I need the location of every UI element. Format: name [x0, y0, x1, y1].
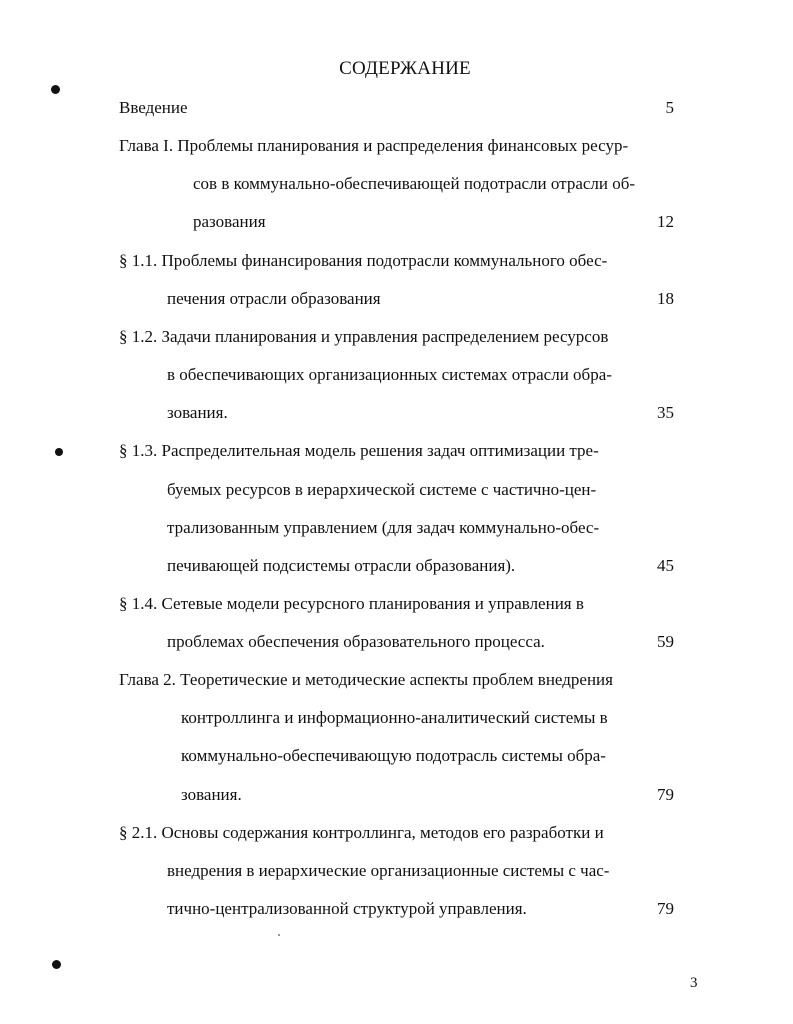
scan-speck: [278, 934, 280, 936]
toc-page-number: 79: [657, 785, 674, 804]
toc-entry-line: контроллинга и информационно-аналитический системы в: [181, 708, 608, 727]
toc-entry-line: коммунально-обеспечивающую подотрасль системы обра-: [181, 746, 606, 765]
toc-entry-line: Глава 2. Теоретические и методические аспекты проблем внедрения: [119, 670, 613, 689]
toc-entry-line: внедрения в иерархические организационные системы с час-: [167, 861, 610, 880]
toc-entry-line: буемых ресурсов в иерархической системе с частично-цен-: [167, 480, 597, 499]
toc-entry-line: зования.: [181, 785, 242, 804]
toc-entry-line: зования.: [167, 403, 228, 422]
punch-hole-mark-middle: [55, 448, 63, 456]
toc-entry-line: § 1.2. Задачи планирования и управления распределением ресурсов: [119, 327, 609, 346]
toc-entry-line: трализованным управлением (для задач коммунально-обес-: [167, 518, 600, 537]
toc-entry-line: тично-централизованной структурой управления.: [167, 899, 527, 918]
toc-page-number: 18: [657, 289, 674, 308]
toc-entry-line: § 1.4. Сетевые модели ресурсного планирования и управления в: [119, 594, 584, 613]
page-number: 3: [690, 975, 698, 991]
toc-page-number: 35: [657, 403, 674, 422]
toc-entry-line: Глава I. Проблемы планирования и распределения финансовых ресур-: [119, 136, 629, 155]
toc-page-number: 59: [657, 632, 674, 651]
page-title: СОДЕРЖАНИЕ: [339, 58, 471, 79]
toc-entry-line: проблемах обеспечения образовательного процесса.: [167, 632, 545, 651]
toc-entry-line: печивающей подсистемы отрасли образования).: [167, 556, 516, 575]
toc-entry-line: разования: [193, 212, 266, 231]
toc-page-number: 45: [657, 556, 674, 575]
toc-entry-line: печения отрасли образования: [167, 289, 381, 308]
toc-entry-line: § 1.1. Проблемы финансирования подотрасли коммунального обес-: [119, 251, 608, 270]
toc-entry-line: Введение: [119, 98, 188, 117]
toc-page-number: 5: [665, 98, 674, 117]
punch-hole-mark-bottom: [52, 960, 61, 969]
toc-entry-line: в обеспечивающих организационных системах отрасли обра-: [167, 365, 612, 384]
toc-entry-line: сов в коммунально-обеспечивающей подотрасли отрасли об-: [193, 174, 636, 193]
punch-hole-mark-top: [51, 85, 60, 94]
toc-page-number: 79: [657, 899, 674, 918]
toc-entry-line: § 2.1. Основы содержания контроллинга, методов его разработки и: [119, 823, 604, 842]
toc-entry-line: § 1.3. Распределительная модель решения задач оптимизации тре-: [119, 441, 599, 460]
toc-page-number: 12: [657, 212, 674, 231]
